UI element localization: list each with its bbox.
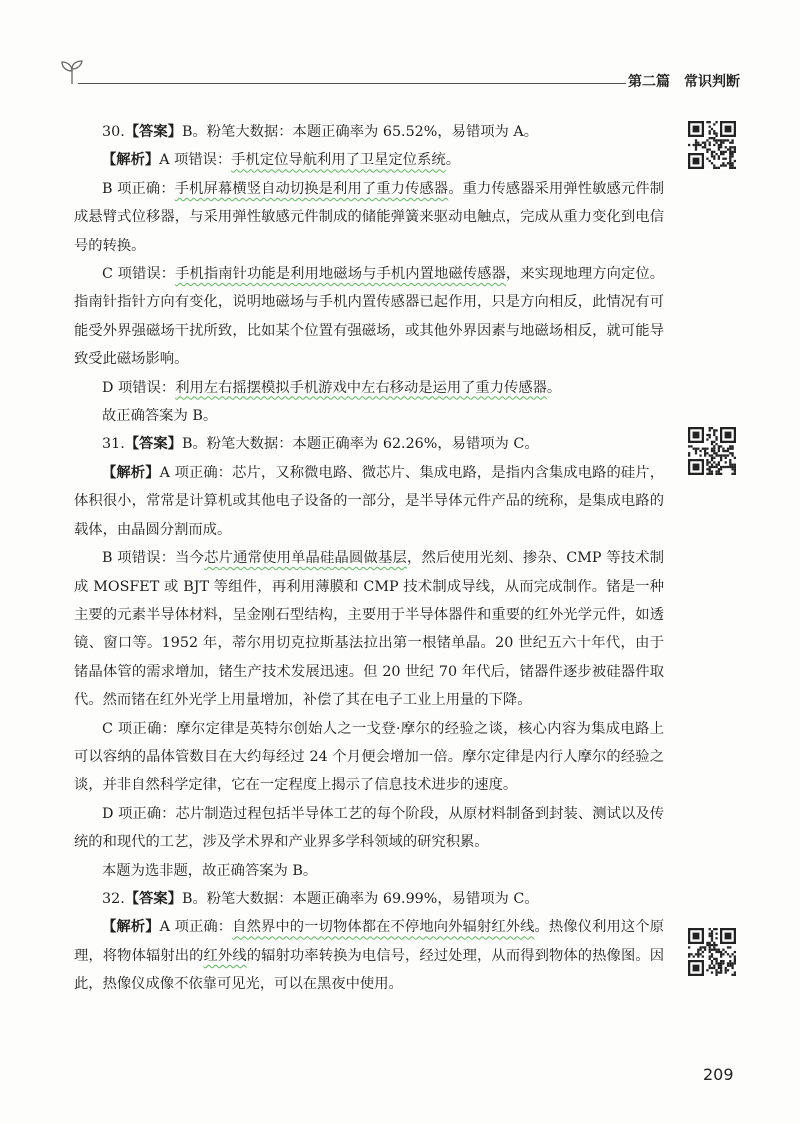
qr-code-icon <box>688 121 736 169</box>
page-header <box>0 58 800 98</box>
sprout-icon <box>58 58 86 86</box>
page-content <box>74 118 664 999</box>
page-number: 209 <box>703 1065 734 1084</box>
qr-code-icon <box>688 928 736 976</box>
header-rule <box>78 83 626 84</box>
q31-analysis-d: D 项正确：芯片制造过程包括半导体工艺的每个阶段，从原材料制备到封装、测试以及传统的和现代的工艺，涉及学术界和产业界多学科领域的研究积累。 <box>74 805 664 851</box>
q30-conclusion: 故正确答案为 B。 <box>102 408 218 425</box>
q30-answer: 30.【答案】B。粉笔大数据：本题正确率为 65.52%，易错项为 A。 <box>102 124 539 140</box>
q31-analysis-c: C 项正确：摩尔定律是英特尔创始人之一戈登·摩尔的经验之谈，核心内容为集成电路上可以容纳的晶体管数目在大约每经过 24 个月便会增加一倍。摩尔定律是内行人摩尔的经验之谈，并非自然科学定律，它在一定程度上揭示了信息技术进步的速度。 <box>74 720 664 794</box>
q31-conclusion: 本题为选非题，故正确答案为 B。 <box>102 862 318 879</box>
q32-answer: 32.【答案】B。粉笔大数据：本题正确率为 69.99%，易错项为 C。 <box>102 890 539 907</box>
qr-code-icon <box>688 427 736 475</box>
q31-analysis-b: B 项错误：当今芯片通常使用单晶硅晶圆做基层，然后使用光刻、掺杂、CMP 等技术制成 MOSFET 或 BJT 等组件，再利用薄膜和 CMP 技术制成导线，从而完成制作。锗是一种主要的元素半导体材料，呈金刚石型结构，主要用于半导体器件和重要的红外光学元件，如透镜、窗口等。1952 年，蒂尔用切克拉斯基法拉出第一根锗单晶。20 世纪五六十年代，由于锗晶体管的需求增加，锗生产技术发展迅速。但 20 世纪 70 年代后，锗器件逐步被硅器件取代。然而锗在红外光学上用量增加，补偿了其在电子工业上用量的下降。 <box>74 550 664 709</box>
section-title: 第二篇 常识判断 <box>628 74 740 90</box>
q30-analysis-b: B 项正确：手机屏幕横竖自动切换是利用了重力传感器。重力传感器采用弹性敏感元件制成悬臂式位移器，与采用弹性敏感元件制成的储能弹簧来驱动电触点，完成从重力变化到电信号的转换。 <box>74 180 665 254</box>
q30-analysis-a: 【解析】A 项错误：手机定位导航利用了卫星定位系统。 <box>102 152 460 169</box>
q32-analysis-a: 【解析】A 项正确：自然界中的一切物体都在不停地向外辐射红外线。热像仪利用这个原理，将物体辐射出的红外线的辐射功率转换为电信号，经过处理，从而得到物体的热像图。因此，热像仪成像不依靠可见光，可以在黑夜中使用。 <box>74 919 665 993</box>
q30-analysis-c: C 项错误：手机指南针功能是利用地磁场与手机内置地磁传感器，来实现地理方向定位。指南针指针方向有变化，说明地磁场与手机内置传感器已起作用，只是方向相反，此情况有可能受外界强磁场干扰所致，比如某个位置有强磁场，或其他外界因素与地磁场相反，就可能导致受此磁场影响。 <box>74 266 665 368</box>
q31-analysis-a: 【解析】A 项正确：芯片，又称微电路、微芯片、集成电路，是指内含集成电路的硅片，体积很小，常常是计算机或其他电子设备的一部分，是半导体元件产品的统称，是集成电路的载体，由晶圆分割而成。 <box>74 464 664 538</box>
q30-analysis-d: D 项错误：利用左右摇摆模拟手机游戏中左右移动是运用了重力传感器。 <box>102 379 562 396</box>
q31-answer: 31.【答案】B。粉笔大数据：本题正确率为 62.26%，易错项为 C。 <box>102 436 539 453</box>
